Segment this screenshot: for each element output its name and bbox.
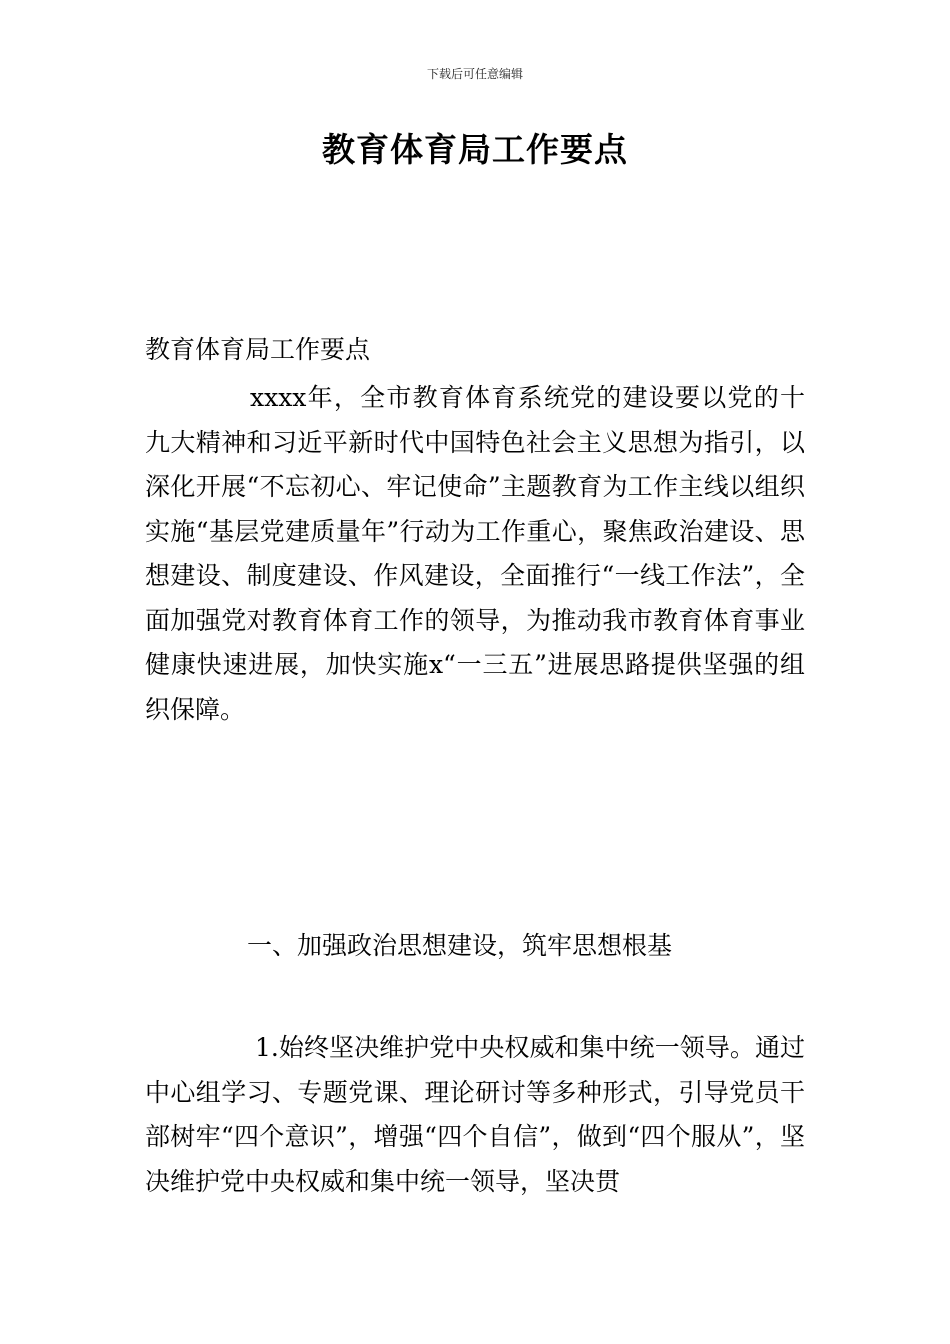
document-title: 教育体育局工作要点 — [322, 130, 628, 169]
document-subtitle: 教育体育局工作要点 — [145, 335, 371, 364]
section-heading-1: 一、加强政治思想建设，筑牢思想根基 — [247, 931, 673, 960]
page-header-note: 下载后可任意编辑 — [426, 67, 523, 81]
intro-paragraph: xxxx年，全市教育体育系统党的建设要以党的十九大精神和习近平新时代中国特色社会主义思想为指引，以深化开展“不忘初心、牢记使命”主题教育为工作主线以组织实施“基层党建质量年”行动为工作重心，聚焦政治建设、思想建设、制度建设、作风建设，全面推行“一线工作法”，全面加强党对教育体育工作的领导，为推动我市教育体育事业健康快速进展，加快实施x“一三五”进展思路提供坚强的组织保障。 — [145, 383, 805, 724]
section-1-item-1: 1.始终坚决维护党中央权威和集中统一领导。通过中心组学习、专题党课、理论研讨等多种形式，引导党员干部树牢“四个意识”，增强“四个自信”，做到“四个服从”，坚决维护党中央权威和集中统一领导，坚决贯 — [145, 1033, 805, 1196]
